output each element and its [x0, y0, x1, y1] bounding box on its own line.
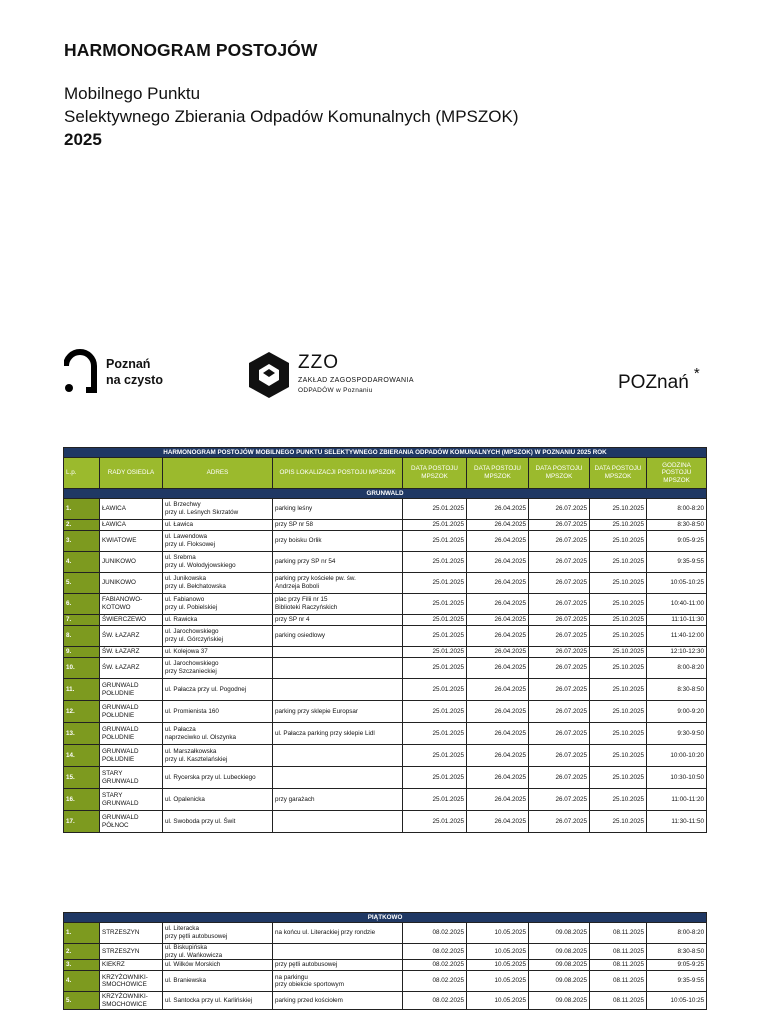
table-row: [64, 658, 707, 679]
date-1: 08.02.2025: [403, 960, 467, 971]
address: ul. Brzechwy przy ul. Leśnych Skrzatów: [163, 499, 273, 520]
date-4: 08.11.2025: [590, 992, 647, 1010]
rada-osiedla: ŚWIERCZEWO: [100, 615, 163, 626]
date-4: 25.10.2025: [590, 573, 647, 594]
date-4: 25.10.2025: [590, 745, 647, 767]
rada-osiedla: GRUNWALD PÓŁNOC: [100, 811, 163, 833]
location-description: parking przy sklepie Europsar: [273, 701, 403, 723]
time-slot: 10:05-10:25: [647, 992, 707, 1010]
poznan-na-czysto-line1: Poznań: [106, 357, 151, 371]
time-slot: 9:35-9:55: [647, 971, 707, 992]
date-2: 26.04.2025: [467, 701, 529, 723]
table-row: [64, 723, 707, 745]
time-slot: 9:05-9:25: [647, 960, 707, 971]
date-2: 10.05.2025: [467, 944, 529, 960]
time-slot: 8:30-8:50: [647, 679, 707, 701]
date-2: 10.05.2025: [467, 971, 529, 992]
date-2: 26.04.2025: [467, 723, 529, 745]
date-4: 25.10.2025: [590, 594, 647, 615]
row-number: 5.: [64, 992, 100, 1010]
date-3: 09.08.2025: [529, 923, 590, 944]
address: ul. Literacka przy pętli autobusowej: [163, 923, 273, 944]
zzo-line1: ZAKŁAD ZAGOSPODAROWANIA: [298, 377, 414, 384]
date-4: 25.10.2025: [590, 531, 647, 552]
table-row: [64, 615, 707, 626]
date-1: 25.01.2025: [403, 531, 467, 552]
row-number: 6.: [64, 594, 100, 615]
date-3: 26.07.2025: [529, 767, 590, 789]
rada-osiedla: KIEKRZ: [100, 960, 163, 971]
row-number: 8.: [64, 626, 100, 647]
location-description: [273, 944, 403, 960]
location-description: [273, 658, 403, 679]
time-slot: 10:05-10:25: [647, 573, 707, 594]
table-row: [64, 573, 707, 594]
address: ul. Jarochowskiego przy Szczanieckiej: [163, 658, 273, 679]
date-4: 25.10.2025: [590, 658, 647, 679]
date-3: 26.07.2025: [529, 552, 590, 573]
date-3: 26.07.2025: [529, 594, 590, 615]
rada-osiedla: GRUNWALD POŁUDNIE: [100, 701, 163, 723]
address: ul. Kolejowa 37: [163, 647, 273, 658]
rada-osiedla: ŚW. ŁAZARZ: [100, 647, 163, 658]
date-4: 25.10.2025: [590, 520, 647, 531]
schedule-table-grunwald: [63, 447, 707, 833]
column-header: OPIS LOKALIZACJI POSTOJU MPSZOK: [273, 458, 403, 489]
location-description: parking przy SP nr 54: [273, 552, 403, 573]
date-4: 08.11.2025: [590, 960, 647, 971]
date-2: 26.04.2025: [467, 811, 529, 833]
date-4: 25.10.2025: [590, 647, 647, 658]
zzo-logo: [246, 350, 446, 400]
subtitle-line-2: Selektywnego Zbierania Odpadów Komunalnych (MPSZOK): [64, 107, 519, 126]
date-1: 25.01.2025: [403, 552, 467, 573]
date-2: 10.05.2025: [467, 992, 529, 1010]
table-row: [64, 531, 707, 552]
location-description: parking przed kościołem: [273, 992, 403, 1010]
row-number: 2.: [64, 944, 100, 960]
row-number: 16.: [64, 789, 100, 811]
rada-osiedla: JUNIKOWO: [100, 552, 163, 573]
row-number: 14.: [64, 745, 100, 767]
rada-osiedla: STARY GRUNWALD: [100, 789, 163, 811]
date-2: 26.04.2025: [467, 499, 529, 520]
date-3: 26.07.2025: [529, 723, 590, 745]
schedule-table-piatkowo: [63, 912, 707, 1010]
date-1: 08.02.2025: [403, 923, 467, 944]
date-2: 26.04.2025: [467, 767, 529, 789]
rada-osiedla: FABIANOWO- KOTOWO: [100, 594, 163, 615]
date-4: 25.10.2025: [590, 767, 647, 789]
time-slot: 9:00-9:20: [647, 701, 707, 723]
subtitle-line-1: Mobilnego Punktu: [64, 84, 201, 103]
table-row: [64, 811, 707, 833]
date-3: 09.08.2025: [529, 992, 590, 1010]
zzo-name: ZZO: [298, 352, 339, 373]
location-description: [273, 811, 403, 833]
date-4: 25.10.2025: [590, 789, 647, 811]
poznan-star-icon: *: [693, 365, 700, 382]
rada-osiedla: ŁAWICA: [100, 499, 163, 520]
address: ul. Rawicka: [163, 615, 273, 626]
time-slot: 10:40-11:00: [647, 594, 707, 615]
date-1: 25.01.2025: [403, 723, 467, 745]
date-3: 26.07.2025: [529, 499, 590, 520]
page-title: HARMONOGRAM POSTOJÓW: [64, 40, 318, 60]
time-slot: 11:30-11:50: [647, 811, 707, 833]
time-slot: 10:00-10:20: [647, 745, 707, 767]
column-header: DATA POSTOJU MPSZOK: [467, 458, 529, 489]
time-slot: 11:40-12:00: [647, 626, 707, 647]
row-number: 9.: [64, 647, 100, 658]
row-number: 2.: [64, 520, 100, 531]
date-3: 09.08.2025: [529, 944, 590, 960]
address: ul. Srebrna przy ul. Wołodyjowskiego: [163, 552, 273, 573]
date-1: 08.02.2025: [403, 971, 467, 992]
rada-osiedla: ŁAWICA: [100, 520, 163, 531]
date-4: 25.10.2025: [590, 701, 647, 723]
location-description: plac przy Filii nr 15 Biblioteki Raczyńskich: [273, 594, 403, 615]
rada-osiedla: STRZESZYN: [100, 923, 163, 944]
address: ul. Marszałkowska przy ul. Kasztelańskiej: [163, 745, 273, 767]
row-number: 13.: [64, 723, 100, 745]
row-number: 4.: [64, 971, 100, 992]
table-row: [64, 923, 707, 944]
row-number: 1.: [64, 923, 100, 944]
location-description: przy pętli autobusowej: [273, 960, 403, 971]
table-row: [64, 789, 707, 811]
location-description: na końcu ul. Literackiej przy rondzie: [273, 923, 403, 944]
column-header: DATA POSTOJU MPSZOK: [590, 458, 647, 489]
address: ul. Lawendowa przy ul. Floksowej: [163, 531, 273, 552]
rada-osiedla: GRUNWALD POŁUDNIE: [100, 723, 163, 745]
row-number: 5.: [64, 573, 100, 594]
rada-osiedla: ŚW. ŁAZARZ: [100, 626, 163, 647]
table-row: [64, 960, 707, 971]
date-1: 25.01.2025: [403, 594, 467, 615]
address: ul. Braniewska: [163, 971, 273, 992]
date-1: 08.02.2025: [403, 944, 467, 960]
date-1: 25.01.2025: [403, 789, 467, 811]
row-number: 11.: [64, 679, 100, 701]
time-slot: 8:30-8:50: [647, 944, 707, 960]
date-4: 25.10.2025: [590, 615, 647, 626]
date-3: 26.07.2025: [529, 520, 590, 531]
time-slot: 10:30-10:50: [647, 767, 707, 789]
date-3: 26.07.2025: [529, 647, 590, 658]
date-3: 26.07.2025: [529, 658, 590, 679]
column-header: DATA POSTOJU MPSZOK: [529, 458, 590, 489]
date-1: 25.01.2025: [403, 811, 467, 833]
date-2: 26.04.2025: [467, 552, 529, 573]
date-2: 26.04.2025: [467, 531, 529, 552]
time-slot: 8:00-8:20: [647, 923, 707, 944]
location-description: przy SP nr 58: [273, 520, 403, 531]
date-4: 08.11.2025: [590, 971, 647, 992]
location-description: [273, 745, 403, 767]
rada-osiedla: GRUNWALD POŁUDNIE: [100, 745, 163, 767]
date-4: 25.10.2025: [590, 552, 647, 573]
date-4: 25.10.2025: [590, 723, 647, 745]
location-description: na parkingu przy obiekcie sportowym: [273, 971, 403, 992]
poznan-na-czysto-line2: na czysto: [106, 373, 163, 387]
section-header-piatkowo: PIĄTKOWO: [64, 913, 707, 923]
location-description: [273, 679, 403, 701]
time-slot: 11:10-11:30: [647, 615, 707, 626]
row-number: 15.: [64, 767, 100, 789]
date-2: 26.04.2025: [467, 573, 529, 594]
date-2: 26.04.2025: [467, 658, 529, 679]
address: ul. Rycerska przy ul. Lubeckiego: [163, 767, 273, 789]
row-number: 17.: [64, 811, 100, 833]
date-2: 10.05.2025: [467, 923, 529, 944]
time-slot: 9:35-9:55: [647, 552, 707, 573]
date-3: 26.07.2025: [529, 615, 590, 626]
date-2: 26.04.2025: [467, 520, 529, 531]
poznan-na-czysto-logo: [64, 348, 184, 398]
column-header: RADY OSIEDLA: [100, 458, 163, 489]
table-row: [64, 594, 707, 615]
date-1: 25.01.2025: [403, 615, 467, 626]
date-3: 26.07.2025: [529, 701, 590, 723]
location-description: przy garażach: [273, 789, 403, 811]
date-4: 25.10.2025: [590, 626, 647, 647]
rada-osiedla: JUNIKOWO: [100, 573, 163, 594]
address: ul. Pałacza przy ul. Pogodnej: [163, 679, 273, 701]
date-1: 25.01.2025: [403, 658, 467, 679]
address: ul. Promienista 160: [163, 701, 273, 723]
rada-osiedla: STARY GRUNWALD: [100, 767, 163, 789]
table-row: [64, 626, 707, 647]
date-1: 25.01.2025: [403, 745, 467, 767]
row-number: 3.: [64, 531, 100, 552]
date-3: 26.07.2025: [529, 531, 590, 552]
time-slot: 9:05-9:25: [647, 531, 707, 552]
table-row: [64, 944, 707, 960]
date-4: 25.10.2025: [590, 499, 647, 520]
row-number: 7.: [64, 615, 100, 626]
time-slot: 8:30-8:50: [647, 520, 707, 531]
table-main-header: HARMONOGRAM POSTOJÓW MOBILNEGO PUNKTU SELEKTYWNEGO ZBIERANIA ODPADÓW KOMUNALNYCH (MPSZOK) W POZNANIU 2025 ROK: [64, 448, 707, 458]
rada-osiedla: KWIATOWE: [100, 531, 163, 552]
date-1: 25.01.2025: [403, 626, 467, 647]
row-number: 1.: [64, 499, 100, 520]
rada-osiedla: GRUNWALD POŁUDNIE: [100, 679, 163, 701]
date-4: 25.10.2025: [590, 811, 647, 833]
location-description: przy boisku Orlik: [273, 531, 403, 552]
date-1: 25.01.2025: [403, 520, 467, 531]
table-row: [64, 745, 707, 767]
table-row: [64, 552, 707, 573]
date-1: 25.01.2025: [403, 679, 467, 701]
rada-osiedla: KRZYŻOWNIKI- SMOCHOWICE: [100, 971, 163, 992]
time-slot: 8:00-8:20: [647, 499, 707, 520]
location-description: [273, 767, 403, 789]
year: 2025: [64, 130, 102, 149]
address: ul. Santocka przy ul. Karlińskiej: [163, 992, 273, 1010]
row-number: 10.: [64, 658, 100, 679]
date-2: 26.04.2025: [467, 615, 529, 626]
rada-osiedla: KRZYŻOWNIKI- SMOCHOWICE: [100, 992, 163, 1010]
address: ul. Wilków Morskich: [163, 960, 273, 971]
address: ul. Jarochowskiego przy ul. Górczyńskiej: [163, 626, 273, 647]
address: ul. Swoboda przy ul. Świt: [163, 811, 273, 833]
date-2: 10.05.2025: [467, 960, 529, 971]
date-3: 09.08.2025: [529, 960, 590, 971]
row-number: 3.: [64, 960, 100, 971]
time-slot: 9:30-9:50: [647, 723, 707, 745]
column-header: L.p.: [64, 458, 100, 489]
date-1: 08.02.2025: [403, 992, 467, 1010]
date-2: 26.04.2025: [467, 626, 529, 647]
date-4: 08.11.2025: [590, 923, 647, 944]
address: ul. Ławica: [163, 520, 273, 531]
date-3: 09.08.2025: [529, 971, 590, 992]
zzo-hexagon-icon: [246, 350, 292, 400]
date-2: 26.04.2025: [467, 745, 529, 767]
rada-osiedla: ŚW. ŁAZARZ: [100, 658, 163, 679]
date-1: 25.01.2025: [403, 647, 467, 658]
column-header: ADRES: [163, 458, 273, 489]
table-row: [64, 647, 707, 658]
date-2: 26.04.2025: [467, 594, 529, 615]
date-3: 26.07.2025: [529, 573, 590, 594]
zzo-line2: ODPADÓW w Poznaniu: [298, 387, 373, 394]
time-slot: 8:00-8:20: [647, 658, 707, 679]
address: ul. Fabianowo przy ul. Pobielskiej: [163, 594, 273, 615]
table-row: [64, 520, 707, 531]
table-row: [64, 499, 707, 520]
date-4: 08.11.2025: [590, 944, 647, 960]
date-3: 26.07.2025: [529, 789, 590, 811]
date-2: 26.04.2025: [467, 679, 529, 701]
poznan-brand-logo: [618, 365, 700, 394]
location-description: ul. Pałacza parking przy sklepie Lidl: [273, 723, 403, 745]
date-3: 26.07.2025: [529, 811, 590, 833]
location-description: [273, 647, 403, 658]
poznan-na-czysto-icon: [64, 348, 104, 398]
table-row: [64, 971, 707, 992]
location-description: parking osiedlowy: [273, 626, 403, 647]
date-3: 26.07.2025: [529, 679, 590, 701]
date-1: 25.01.2025: [403, 767, 467, 789]
address: ul. Junikowska przy ul. Bełchatowska: [163, 573, 273, 594]
date-3: 26.07.2025: [529, 745, 590, 767]
date-1: 25.01.2025: [403, 573, 467, 594]
location-description: przy SP nr 4: [273, 615, 403, 626]
column-header: GODZINA POSTOJU MPSZOK: [647, 458, 707, 489]
location-description: parking leśny: [273, 499, 403, 520]
date-2: 26.04.2025: [467, 789, 529, 811]
section-header-grunwald: GRUNWALD: [64, 489, 707, 499]
row-number: 12.: [64, 701, 100, 723]
date-1: 25.01.2025: [403, 701, 467, 723]
rada-osiedla: STRZESZYN: [100, 944, 163, 960]
address: ul. Biskupińska przy ul. Wańkowicza: [163, 944, 273, 960]
date-4: 25.10.2025: [590, 679, 647, 701]
poznan-brand-text: POZnań: [618, 372, 689, 393]
time-slot: 11:00-11:20: [647, 789, 707, 811]
column-header: DATA POSTOJU MPSZOK: [403, 458, 467, 489]
location-description: parking przy kościele pw. św. Andrzeja Boboli: [273, 573, 403, 594]
date-3: 26.07.2025: [529, 626, 590, 647]
address: ul. Opalenicka: [163, 789, 273, 811]
row-number: 4.: [64, 552, 100, 573]
date-1: 25.01.2025: [403, 499, 467, 520]
time-slot: 12:10-12:30: [647, 647, 707, 658]
address: ul. Pałacza naprzeciwko ul. Olszynka: [163, 723, 273, 745]
date-2: 26.04.2025: [467, 647, 529, 658]
table-row: [64, 701, 707, 723]
table-row: [64, 679, 707, 701]
table-row: [64, 767, 707, 789]
table-row: [64, 992, 707, 1010]
